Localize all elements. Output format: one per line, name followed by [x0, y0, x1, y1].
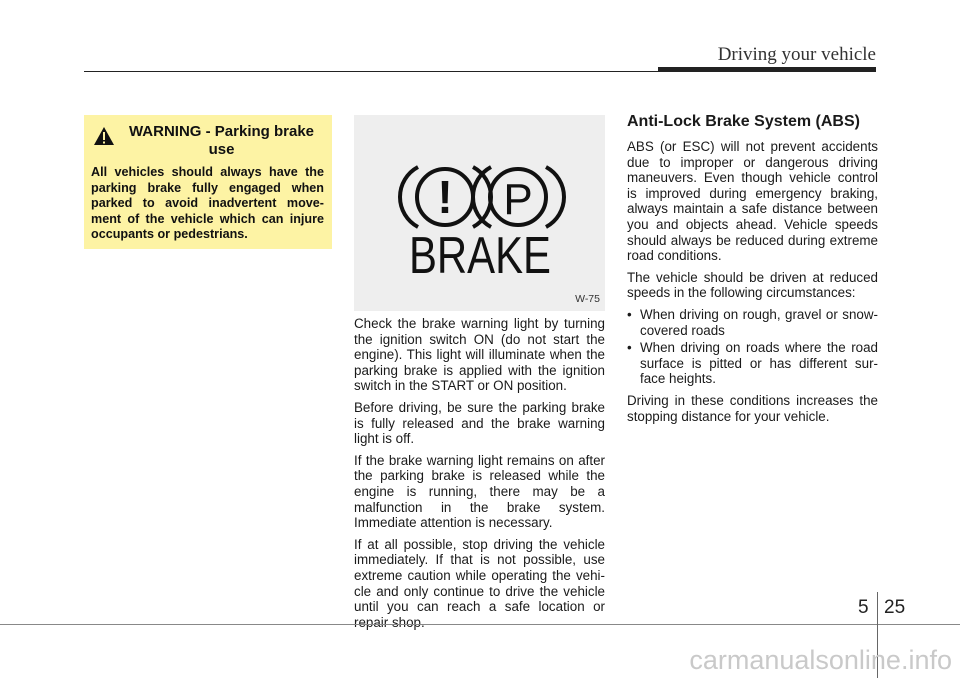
exclamation-glyph: !: [437, 171, 453, 223]
list-item: • When driving on roads where the road surface is pitted or has different sur-face heights.: [627, 340, 878, 387]
paragraph: ABS (or ESC) will not prevent accidents due to improper or dangerous driving maneuvers. Even though vehicle control is improved during emergency braking, always maintain a safe distance between you and objects ahead. Vehicle speeds should always be reduced during extreme road conditions.: [627, 139, 878, 264]
warning-title-continued: use: [208, 141, 235, 158]
page-number: 25: [884, 597, 906, 618]
warning-title: WARNING - Parking brake: [128, 123, 315, 140]
paragraph: Check the brake warning light by turning the ignition switch ON (do not start the engine). This light will illuminate when the parking brake is applied with the ignition switch in the START or ON position.: [354, 316, 605, 394]
brake-indicator-illustration: [392, 155, 567, 285]
header-rule: [84, 71, 684, 72]
brake-label: BRAKE: [409, 227, 551, 285]
brake-warning-light-figure: [354, 115, 605, 311]
list-item: • When driving on rough, gravel or snow-covered roads: [627, 307, 878, 338]
paragraph: If the brake warning light remains on after the parking brake is released while the engine is running, there may be a malfunction in the brake system. Immediate attention is necessary.: [354, 452, 605, 531]
middle-column: [354, 316, 605, 636]
figure-code: W-75: [575, 293, 600, 305]
header-title: Driving your vehicle: [717, 44, 876, 65]
right-column: [627, 112, 878, 430]
paragraph: The vehicle should be driven at reduced speeds in the following circumstances:: [627, 269, 878, 301]
footer-rule: [0, 624, 960, 625]
parking-glyph: P: [503, 175, 533, 224]
chapter-number: 5: [858, 597, 869, 618]
parking-circle-icon: [473, 167, 564, 227]
paragraph: Driving in these conditions increases the stopping distance for your vehicle.: [627, 392, 878, 424]
watermark: carmanualsonline.info: [689, 645, 952, 675]
paragraph: If at all possible, stop driving the vehicle immediately. If that is not possible, use extreme caution while operating the vehi-cle and only continue to drive the vehicle until you can reach a safe location or repair shop.: [354, 536, 605, 630]
warning-box: [84, 115, 332, 249]
warning-circle-icon: [400, 167, 491, 227]
bullet-list: [627, 307, 878, 387]
warning-triangle-icon: [93, 126, 115, 146]
header-rule-accent: [658, 67, 876, 72]
section-title: Anti-Lock Brake System (ABS): [627, 113, 860, 130]
warning-text: All vehicles should always have the parking brake fully engaged when parked to avoid inadvertent move-ment of the vehicle which can injure occupants or pedestrians.: [91, 165, 324, 241]
paragraph: Before driving, be sure the parking brake is fully released and the brake warning light is off.: [354, 399, 605, 447]
warning-heading: [91, 123, 324, 159]
